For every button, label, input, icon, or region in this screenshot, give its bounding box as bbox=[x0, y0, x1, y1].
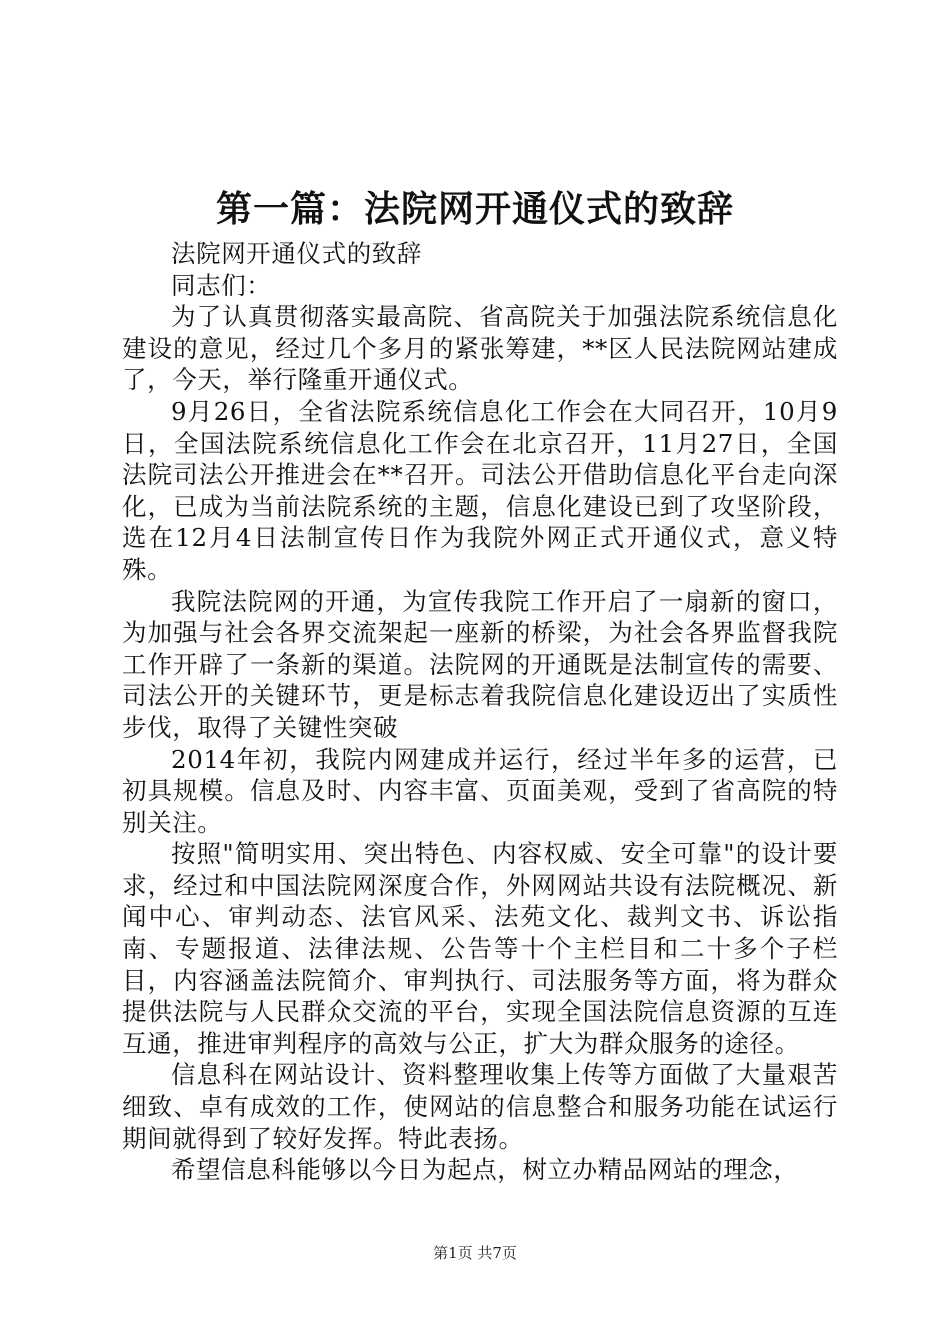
document-body bbox=[122, 238, 838, 1186]
body-paragraph: 2014年初，我院内网建成并运行，经过半年多的运营，已初具规模。信息及时、内容丰富、页面美观，受到了省高院的特别关注。 bbox=[122, 744, 838, 837]
body-paragraph: 9月26日，全省法院系统信息化工作会在大同召开，10月9日，全国法院系统信息化工作会在北京召开，11月27日，全国法院司法公开推进会在**召开。司法公开借助信息化平台走向深化，已成为当前法院系统的主题，信息化建设已到了攻坚阶段，选在12月4日法制宣传日作为我院外网正式开通仪式，意义特殊。 bbox=[122, 396, 838, 584]
body-paragraph: 为了认真贯彻落实最高院、省高院关于加强法院系统信息化建设的意见，经过几个多月的紧张筹建，**区人民法院网站建成了，今天，举行隆重开通仪式。 bbox=[122, 302, 838, 395]
subtitle-paragraph: 法院网开通仪式的致辞 bbox=[171, 239, 422, 268]
document-title: 第一篇：法院网开通仪式的致辞 bbox=[215, 188, 734, 230]
body-paragraph: 按照"简明实用、突出特色、内容权威、安全可靠"的设计要求，经过和中国法院网深度合作，外网网站共设有法院概况、新闻中心、审判动态、法官风采、法苑文化、裁判文书、诉讼指南、专题报道、法律法规、公告等十个主栏目和二十多个子栏目，内容涵盖法院简介、审判执行、司法服务等方面，将为群众提供法院与人民群众交流的平台，实现全国法院信息资源的互连互通，推进审判程序的高效与公正，扩大为群众服务的途径。 bbox=[122, 839, 838, 1058]
body-paragraph: 希望信息科能够以今日为起点，树立办精品网站的理念， bbox=[171, 1155, 799, 1185]
body-paragraph: 信息科在网站设计、资料整理收集上传等方面做了大量艰苦细致、卓有成效的工作，使网站的信息整合和服务功能在试运行期间就得到了较好发挥。特此表扬。 bbox=[122, 1060, 838, 1153]
body-paragraph: 我院法院网的开通，为宣传我院工作开启了一扇新的窗口，为加强与社会各界交流架起一座新的桥梁，为社会各界监督我院工作开辟了一条新的渠道。法院网的开通既是法制宣传的需要、司法公开的关键环节，更是标志着我院信息化建设迈出了实质性步伐，取得了关键性突破 bbox=[122, 586, 838, 742]
salutation-paragraph: 同志们： bbox=[171, 270, 272, 300]
page-number-footer: 第1页 共7页 bbox=[433, 1244, 517, 1262]
